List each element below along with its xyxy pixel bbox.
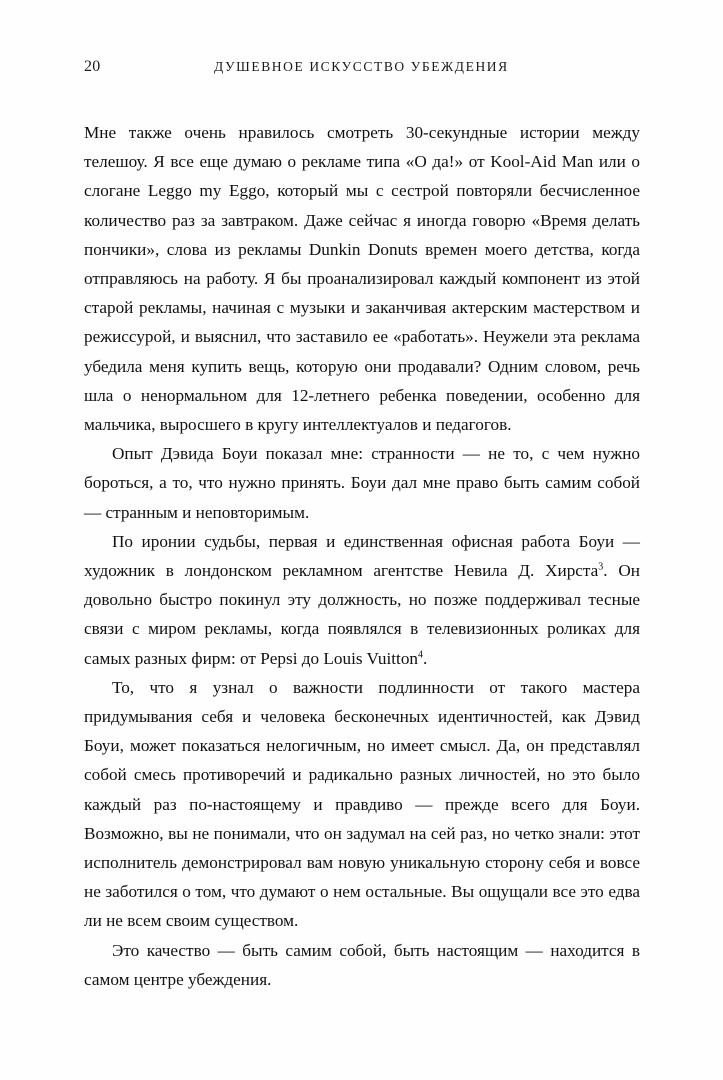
paragraph	[84, 527, 640, 673]
paragraph-text: По иронии судьбы, первая и единственная офисная работа Боуи — художник в лондонском рекламном агентстве Невила Д. Хирста	[84, 531, 640, 581]
page-number: 20	[84, 58, 101, 75]
footnote-marker-3: 3	[598, 561, 604, 573]
paragraph: Это качество — быть самим собой, быть настоящим — находится в самом центре убеждения.	[84, 940, 640, 989]
body-text	[84, 118, 640, 994]
paragraph: Опыт Дэвида Боуи показал мне: странности — не то, с чем нужно бороться, а то, что нужно принять. Боуи дал мне право быть самим собой — странным и неповторимым.	[84, 444, 640, 522]
paragraph: Мне также очень нравилось смотреть 30-секундные истории между телешоу. Я все еще думаю о рекламе типа «О да!» от Kool-Aid Man или о слогане Leggo my Eggo, который мы с сестрой повторяли бесчисленное количество раз за завтраком. Даже сейчас я иногда говорю «Время делать пончики», слова из рекламы Dunkin Donuts времен моего детства, когда отправляюсь на работу. Я бы проанализировал каждый компонент из этой старой рекламы, начиная с музыки и заканчивая актерским мастерством и режиссурой, и выяснил, что заставило ее «работать». Неужели эта реклама убедила меня купить вещь, которую они продавали? Одним словом, речь шла о ненормальном для 12-летнего ребенка поведении, особенно для мальчика, выросшего в кругу интеллектуалов и педагогов.	[84, 123, 640, 435]
paragraph-text: .	[423, 648, 428, 668]
paragraph-text: . Он довольно быстро покинул эту должность, но позже поддерживал тесные связи с миром рекламы, когда появлялся в телевизионных роликах для самых разных фирм: от Pepsi до Louis Vuitton	[84, 561, 640, 668]
footnote-marker-4: 4	[418, 648, 424, 660]
paragraph: То, что я узнал о важности подлинности от такого мастера придумывания себя и человека бесконечных идентичностей, как Дэвид Боуи, может показаться нелогичным, но имеет смысл. Да, он представлял собой смесь противоречий и радикально разных личностей, но это было каждый раз по-настоящему и правдиво — прежде всего для Боуи. Возможно, вы не понимали, что он задумал на сей раз, но четко знали: этот исполнитель демонстрировал вам новую уникальную сторону себя и вовсе не заботился о том, что думают о нем остальные. Вы ощущали все это едва ли не всем своим существом.	[84, 677, 640, 931]
chapter-title: ДУШЕВНОЕ ИСКУССТВО УБЕЖДЕНИЯ	[214, 59, 509, 74]
running-head	[84, 58, 639, 80]
